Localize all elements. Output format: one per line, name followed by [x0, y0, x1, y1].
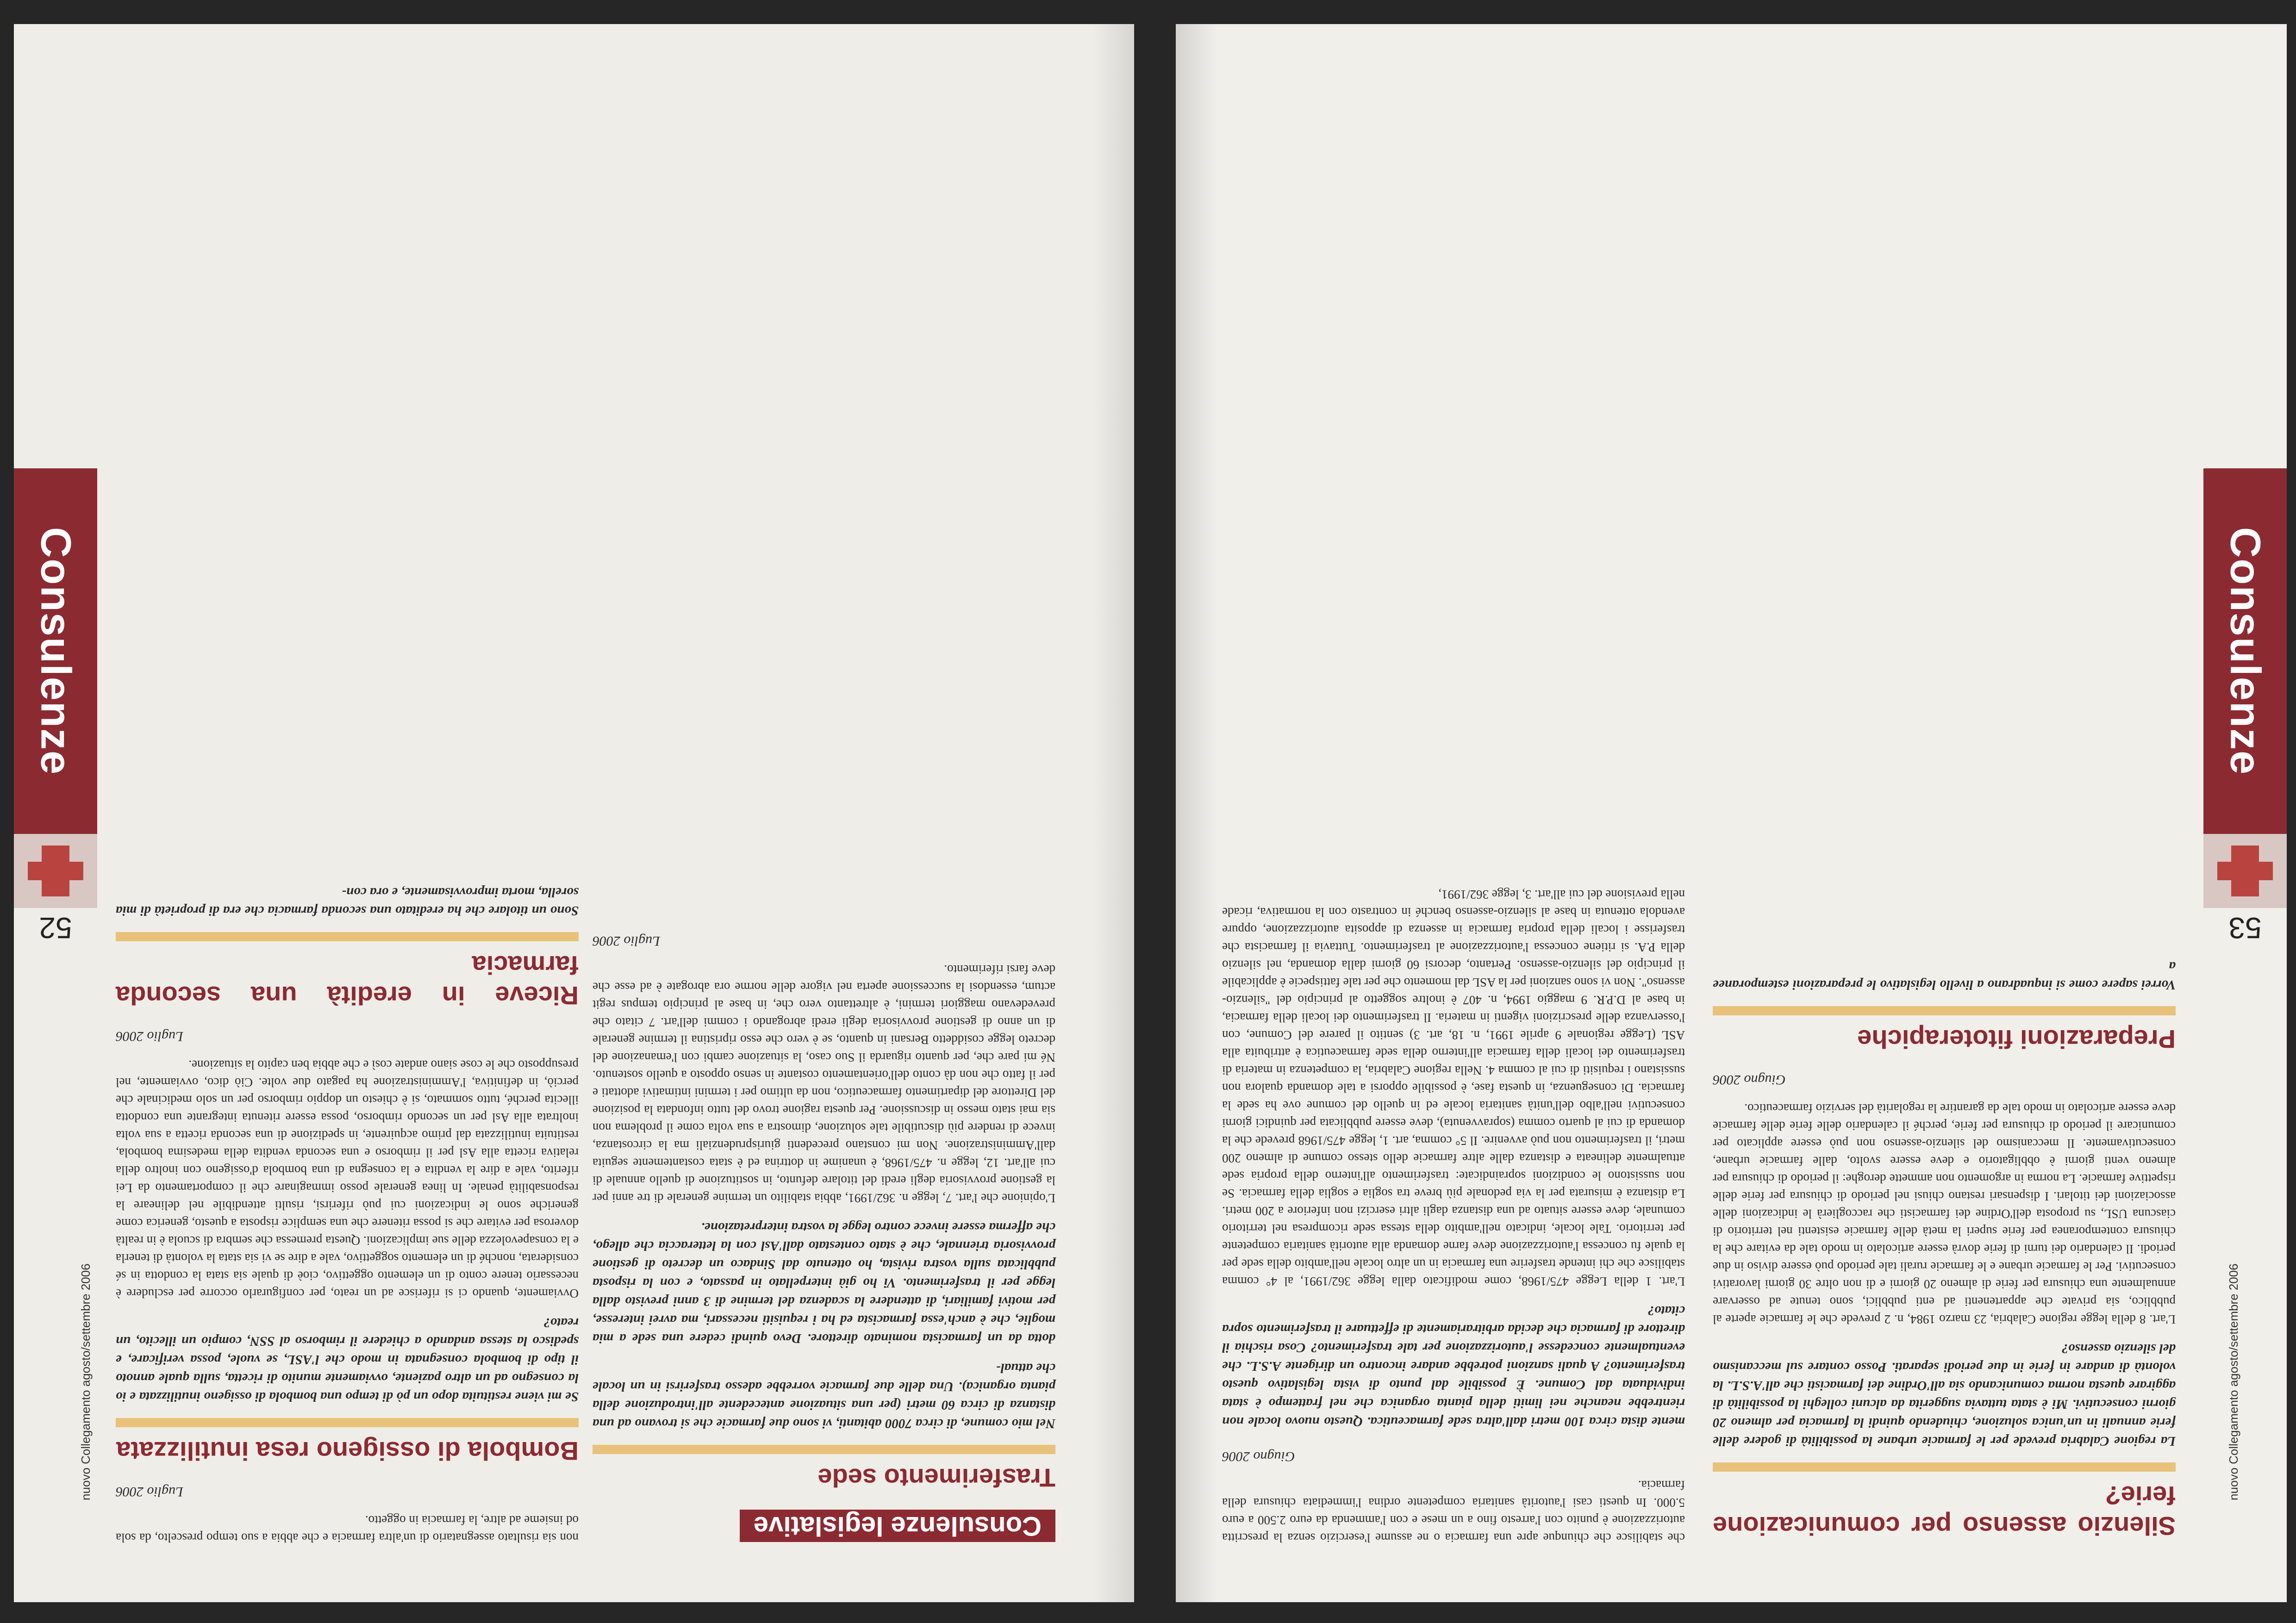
title-rule	[1713, 1462, 2176, 1472]
title-rule	[116, 932, 579, 941]
article-question-continued: dotta da un farmacista nominato direttore. Devo quindi cedere una sede a mia moglie, che è anch'essa farmacista ed ha i requisiti necessari, ma avrei interesse, per motivi familiari, di attendere la scadenza del termine di 3 anni previsto dalla legge per il trasferimento. Vi ho già interpellato in passato, e con la risposta pubblicata sulla vostra rivista, ho ottenuto dal Sindaco un decreto di gestione provvisoria triennale, che è stato contestato dall'Asl con la letteraccia che allego, che afferma essere invece contro legge la vostra interpretazione.	[593, 1220, 1055, 1346]
section-tab	[14, 468, 97, 834]
section-tab-label: Consulenze	[2221, 527, 2269, 776]
column-1	[593, 915, 1055, 1547]
article-body-continued: che stabilisce che chiunque apre una farmacia o ne assume l'esercizio senza la prescritta autorizzazione è punito con l'arresto fino a un mese e con l'ammenda da euro 2.500 a euro 5.000. In questi casi l'autorità sanitaria competente ordina l'immediata chiusura della farmacia.	[1222, 1478, 1685, 1545]
page-number: 53	[2228, 911, 2262, 945]
article-question: Vorrei sapere come si inquadrano a livello legislativo le preparazioni estemporanee a	[1713, 959, 2176, 992]
column-2	[1222, 875, 1685, 1547]
column-2	[116, 872, 579, 1547]
running-head: nuovo Collegamento agosto/settembre 2006	[2227, 1263, 2240, 1500]
article-body: Ovviamente, quando ci si riferisce ad un reato, per configurarlo occorre per escludere è necessario tenere conto di un elemento oggettivo, cioè di quale sia stata la condotta in sé considerata, nonché di un elemento soggettivo, vale a dire se vi sia stata la volontà di tenerla e la consapevolezza delle sue implicazioni. Questa premessa che sembra di scuola è in realtà doverosa per evitare che si possa ritenere che una semplice risposta a questo, generica come generiche sono le indicazioni cui può riferirsi, risulti attendibile nel delineare la responsabilità penale. In linea generale posso immaginare che il comportamento da Lei riferito, vale a dire la vendita e la consegna di una bombola d'ossigeno con inoltro della relativa ricetta alla Asl per il rimborso e una seconda vendita della medesima bombola, restituita inutilizzata dal primo acquirente, in spedizione di una seconda ricetta a sua volta inoltrata alla Asl per un secondo rimborso, possa essere ritenuta integrante una condotta illecita perché, tutto sommato, si è chiesto un doppio rimborso per un solo medicinale che perciò, in definitiva, l'Amministrazione ha pagato due volte. Ciò dico, ovviamente, nel presupposto che le cose siano andate così e che abbia ben capito la situazione.	[116, 1058, 579, 1300]
gutter-shadow	[1176, 24, 1217, 1602]
column-1	[1713, 946, 2176, 1547]
running-head: nuovo Collegamento agosto/settembre 2006	[79, 1263, 93, 1500]
article-date: Luglio 2006	[116, 1484, 183, 1499]
section-tab-label: Consulenze	[32, 527, 80, 776]
gutter-shadow	[1092, 24, 1134, 1602]
article-date: Luglio 2006	[116, 1029, 183, 1044]
title-rule	[593, 1445, 1055, 1454]
pharmacy-emblem-icon	[14, 834, 97, 908]
title-rule	[116, 1418, 579, 1427]
article-date: Giugno 2006	[1713, 1072, 1786, 1088]
article-body-continued: non sia risultato assegnatario di un'altra farmacia e che abbia a suo tempo prescelto, da sola od insieme ad altre, la farmacia in oggetto.	[116, 1513, 579, 1545]
article-question-continued: mente dista circa 100 metri dall'altra sede farmaceutica. Questo nuovo locale non rientrebbe neanche nei limiti della pianta organica che nel frattempo è stata individuata dal Comune. È possibile dal punto di vista legislativo questo trasferimento? A quali sanzioni potrebbe andare incontro un dirigente A.S.L. che eventualmente concedesse l'autorizzazione per tale trasferimento? Cosa rischia il direttore di farmacia che decida arbitrariamente di effettuare il trasferimento sopra citato?	[1222, 1303, 1685, 1429]
article-date: Luglio 2006	[593, 933, 660, 949]
article-question: La regione Calabria prevede per le farmacie urbane la possibilità di godere delle ferie annuali in un'unica soluzione, chiudendo quindi la farmacia per almeno 20 giorni consecutivi. Mi è stata tuttavia suggerita da alcuni colleghi la possibilità di aggirare questa norma comunicando sia all'Ordine dei farmacisti che all'A.S.L. la volontà di andare in ferie in due periodi separati. Posso contare sul meccanismo del silenzio assenso?	[1713, 1341, 2176, 1449]
article-question: Sono un titolare che ha ereditato una seconda farmacia che era di proprietà di mia sorella, morta improvvisamente, e ora con-	[116, 885, 579, 918]
article-title: Preparazioni fitoterapiche	[1857, 1025, 2176, 1054]
title-rule	[1713, 1006, 2176, 1015]
article-title: Riceve in eredità una seconda farmacia	[116, 951, 579, 1010]
section-heading: Consulenze legislative	[740, 1510, 1055, 1542]
page-left	[1176, 24, 2287, 1602]
pharmacy-emblem-icon	[2203, 834, 2287, 908]
article-question: Nel mio comune, di circa 7000 abitanti, vi sono due farmacie che si trovano ad una distanza di circa 60 metri (per una situazione antecedente all'introduzione della pianta organica). Una delle due farmacie vorrebbe adesso trasferirsi in un locale che attual-	[593, 1361, 1055, 1431]
article-body: L'opinione che l'art. 7, legge n. 362/1991, abbia stabilito un termine generale di tre anni per la gestione provvisoria degli eredi del titolare defunto, in sostituzione di quello annuale di cui all'art. 12, legge n. 475/1968, è unanime in dottrina ed è stata costantemente seguita dall'Amministrazione. Non mi constano precedenti giurisprudenziali ma la circostanza, invece di rendere più discutibile tale soluzione, dimostra a sua volta come il problema non sia mai stato messo in discussione. Per questa ragione trovo del tutto infondata la posizione del Direttore del dipartimento farmaceutico, non da ultimo per i termini intimativi adottati e per il fatto che non dà conto dell'orientamento costante in senso opposto a quello sostenuto. Né mi pare che, per quanto riguarda il Suo caso, la situazione cambi con l'emanazione del decreto legge cosiddetto Bersani in quanto, se è vero che esso ripristina il termine generale di un anno di gestione provvisoria degli eredi abrogando i commi dell'art. 7 citato che prevedevano maggiori termini, è altrettanto vero che, in base al principio tempus regit actum, essendosi la successione aperta nel vigore delle norme ora abrogate è ad esse che deve farsi riferimento.	[593, 963, 1055, 1205]
article-body: L'art. 8 della legge regione Calabria, 23 marzo 1984, n. 2 prevede che le farmacie aperte al pubblico, sia private che appartenenti ad enti pubblici, sono tenute ad osservare annualmente una chiusura per ferie di almeno 20 giorni e di non oltre 30 giorni lavorativi consecutivi. Per le farmacie urbane e le farmacie rurali tale periodo può essere diviso in due periodi. Il calendario dei turni di ferie dovrà essere articolato in modo tale da evitare che la chiusura contemporanea per ferie superi la metà delle farmacie esistenti nel territorio di ciascuna USL, su proposta dell'Ordine dei farmacisti che raccoglierà le indicazioni delle associazioni dei titolari. I dispensari restano chiusi nel periodo di chiusura per ferie delle rispettive farmacie. La norma in argomento non ammette deroghe: il periodo di chiusura per almeno venti giorni è obbligatorio e deve essere svolto, dalle farmacie urbane, consecutivamente. Il meccanismo del silenzio-assenso non può essere applicato per comunicare il periodo di chiusura per ferie, perché il calendario delle ferie delle farmacie deve essere articolato in modo tale da garantire la regolarità del servizio farmaceutico.	[1713, 1101, 2176, 1326]
page-number: 52	[39, 911, 72, 945]
article-body: L'art. 1 della Legge 475/1968, come modificato dalla legge 362/1991, al 4° comma stabilisce che chi intende trasferire una farmacia in un altro locale nell'ambito della sede per la quale fu concessa l'autorizzazione deve farne domanda alla autorità sanitaria competente per territorio. Tale locale, indicato nell'ambito della stessa sede ricompresa nel territorio comunale, deve essere situato ad una distanza dagli altri esercizi non inferiore a 200 metri. La distanza è misurata per la via pedonale più breve tra soglia e soglia della farmacia. Se non sussistono le condizioni sopraindicate: trasferimento all'interno della propria sede attualmente delineata e distanza dalle altre farmacie dello stesso comune di almeno 200 metri, il trasferimento non può avvenire. Il 5° comma, art. 1, legge 475/1968 prevede che la domanda di cui al quarto comma (sopravvenuta), deve essere pubblicata per quindici giorni consecutivi nell'albo dell'unità sanitaria locale ed in quello del comune ove ha sede la farmacia. Di conseguenza, in questa fase, è possibile opporsi a tale domanda qualora non sussistano i requisiti di cui al comma 4. Nella regione Calabria, la competenza in materia di trasferimento dei locali della farmacia all'interno della sede farmaceutica è attribuita alla ASL (Legge regionale 9 aprile 1991, n. 18, art. 3) sentito il parere del Comune, con l'osservanza delle prescrizioni vigenti in materia. Il trasferimento dei locali della farmacia, in base al D.P.R. 9 maggio 1994, n. 407 è inoltre soggetto al principio del "silenzio-assenso". Non vi sono sanzioni per la ASL dal momento che per tale fattispecie è applicabile il principio del silenzio-assenso. Pertanto, decorsi 60 giorni dalla domanda, nel silenzio della P.A. si ritiene concessa l'autorizzazione al trasferimento. Tuttavia il farmacista che trasferisse i locali della propria farmacia in assenza di apposita autorizzazione, oppure avendola ottenuta in base al silenzio-assenso benché in contrasto con la normativa, ricade nella previsione del cui all'art. 3, legge 362/1991,	[1222, 888, 1685, 1288]
article-date: Giugno 2006	[1222, 1449, 1295, 1464]
article-title: Silenzio assenso per comunicazione ferie?	[1713, 1481, 2176, 1541]
article-title: Bombola di ossigeno resa inutilizzata	[116, 1436, 579, 1466]
page-right	[14, 24, 1134, 1602]
section-tab	[2203, 468, 2287, 834]
article-question: Se mi viene restituita dopo un pò di tempo una bombola di ossigeno inutilizzata e io la consegno ad un altro paziente, ovviamente munito di ricetta, sulla quale annoto il tipo di bombola consegnata in modo che l'ASL, se vuole, possa verificare, e spedisco la stessa andando a chiedere il rimborso al SSN, compio un illecito, un reato?	[116, 1315, 579, 1404]
article-title: Trasferimento sede	[817, 1463, 1055, 1492]
